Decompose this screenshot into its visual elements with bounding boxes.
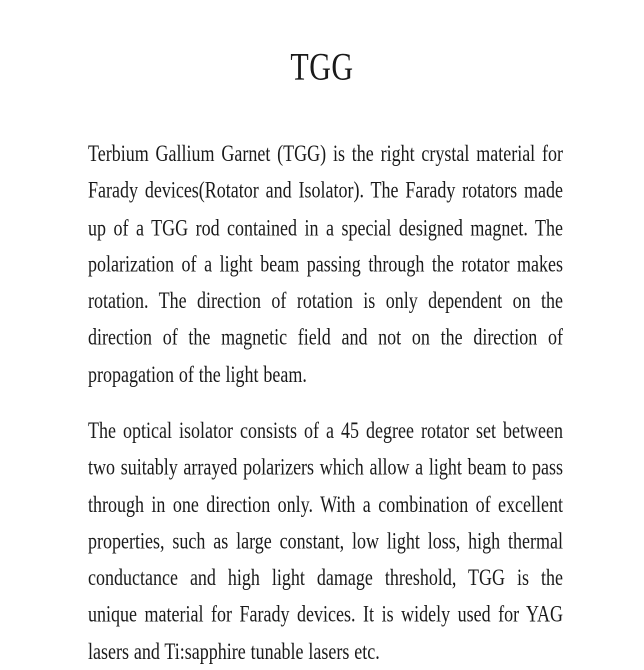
text-line: Farady devices(Rotator and Isolator). The Farady rotators made [88,177,563,204]
paragraph-intro [88,135,563,393]
text-line: Terbium Gallium Garnet (TGG) is the right crystal material for [88,140,563,167]
text-line: rotation. The direction of rotation is only dependent on the [88,287,563,314]
paragraph-isolator [88,412,563,670]
text-line: propagation of the light beam. [88,361,307,388]
text-line: polarization of a light beam passing through the rotator makes [88,250,563,277]
text-line: up of a TGG rod contained in a special designed magnet. The [88,213,563,240]
text-line: two suitably arrayed polarizers which allow a light beam to pass [88,454,563,481]
text-line: The optical isolator consists of a 45 degree rotator set between [88,417,563,444]
text-line: properties, such as large constant, low light loss, high thermal [88,527,563,554]
text-line: conductance and high light damage threshold, TGG is the [88,564,563,591]
document-title: TGG [290,45,354,89]
text-line: unique material for Farady devices. It is widely used for YAG [88,601,563,628]
text-line: direction of the magnetic field and not on the direction of [88,324,563,351]
text-line: lasers and Ti:sapphire tunable lasers etc. [88,638,380,665]
text-line: through in one direction only. With a combination of excellent [88,490,563,517]
